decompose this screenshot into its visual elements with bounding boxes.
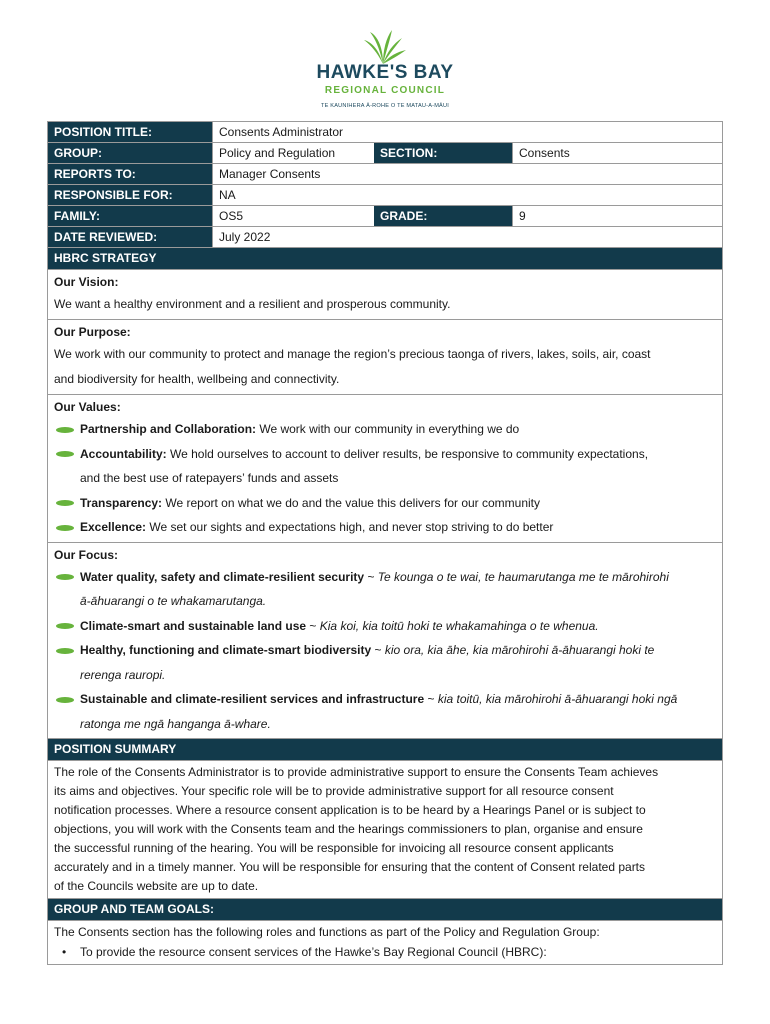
value-text: We hold ourselves to account to deliver results, be responsive to community expectations, <box>166 446 649 461</box>
date-reviewed-value: July 2022 <box>212 227 722 247</box>
vision-text: We want a healthy environment and a resilient and prosperous community. <box>54 297 451 311</box>
focus-separator: ~ <box>306 618 320 633</box>
green-leaf-icon <box>56 451 74 457</box>
position-description <box>47 121 723 965</box>
position-summary-text <box>48 761 722 899</box>
goals-section <box>48 921 722 964</box>
focus-maori-text-cont: ratonga me ngā hanganga ā-whare. <box>80 716 271 731</box>
value-item <box>54 417 716 442</box>
green-leaf-icon <box>56 574 74 580</box>
family-row <box>48 206 722 227</box>
goals-intro: The Consents section has the following roles and functions as part of the Policy and Regulation Group: <box>54 925 600 939</box>
focus-separator: ~ <box>371 643 385 657</box>
grade-value: 9 <box>512 206 722 226</box>
goals-heading: GROUP AND TEAM GOALS: <box>48 899 722 921</box>
focus-title: Water quality, safety and climate-resilient security <box>80 569 365 584</box>
responsible-for-label: RESPONSIBLE FOR: <box>48 185 212 205</box>
green-leaf-icon <box>56 697 74 703</box>
green-leaf-icon <box>56 648 74 654</box>
purpose-section <box>48 320 722 395</box>
values-heading: Our Values: <box>54 400 121 414</box>
summary-line: notification processes. Where a resource consent application is to be heard by a Hearings Panel or is subject to <box>54 803 646 817</box>
focus-separator: ~ <box>364 569 378 584</box>
strategy-heading: HBRC STRATEGY <box>48 248 722 270</box>
value-text: We work with our community in everything we do <box>256 422 520 436</box>
goals-item <box>54 943 716 963</box>
focus-maori-text: Te kounga o te wai, te haumarutanga me te mārohirohi <box>377 569 669 584</box>
position-summary-heading: POSITION SUMMARY <box>48 739 722 761</box>
summary-line: its aims and objectives. Your specific role will be to provide administrative support for all resource consent <box>54 784 614 798</box>
value-item <box>54 491 716 516</box>
goals-item-text: To provide the resource consent services of the Hawke’s Bay Regional Council (HBRC): <box>80 944 547 959</box>
position-title-row <box>48 122 722 143</box>
green-leaf-icon <box>56 500 74 506</box>
date-reviewed-label: DATE REVIEWED: <box>48 227 212 247</box>
date-reviewed-row <box>48 227 722 248</box>
focus-item <box>54 638 716 687</box>
reports-to-label: REPORTS TO: <box>48 164 212 184</box>
group-row <box>48 143 722 164</box>
family-label: FAMILY: <box>48 206 212 226</box>
org-maori-name: TE KAUNIHERA Ā-ROHE O TE MATAU-A-MĀUI <box>321 103 449 109</box>
summary-line: objections, you will work with the Consents team and the hearings commissioners to plan, organise and ensure <box>54 822 643 836</box>
position-title-label: POSITION TITLE: <box>48 122 212 142</box>
focus-item <box>54 565 716 614</box>
summary-line: accurately and in a timely manner. You will be responsible for ensuring that the content of Consent related parts <box>54 860 646 874</box>
focus-maori-text: kia toitū, kia mārohirohi ā-āhuarangi hoki ngā <box>437 692 678 706</box>
green-leaf-icon <box>56 623 74 629</box>
responsible-for-row <box>48 185 722 206</box>
green-leaf-icon <box>56 427 74 433</box>
vision-section <box>48 270 722 320</box>
purpose-text-line-1: We work with our community to protect and manage the region’s precious taonga of rivers, lakes, soils, air, coast <box>54 347 651 361</box>
focus-item <box>54 687 716 736</box>
purpose-text-line-2: and biodiversity for health, wellbeing and connectivity. <box>54 372 340 386</box>
value-text-cont: and the best use of ratepayers’ funds and assets <box>80 471 339 485</box>
value-title: Excellence: <box>80 520 147 534</box>
section-label: SECTION: <box>374 143 512 163</box>
focus-heading: Our Focus: <box>54 547 119 562</box>
summary-line: of the Councils website are up to date. <box>54 879 259 893</box>
summary-line: The role of the Consents Administrator is to provide administrative support to ensure the Consents Team achieves <box>54 765 659 779</box>
org-subtitle: REGIONAL COUNCIL <box>324 85 446 96</box>
reports-to-row <box>48 164 722 185</box>
value-text: We report on what we do and the value this delivers for our community <box>162 495 541 510</box>
reports-to-value: Manager Consents <box>212 164 722 184</box>
responsible-for-value: NA <box>212 185 722 205</box>
bullet-icon: • <box>62 944 67 959</box>
value-title: Accountability: <box>80 446 167 461</box>
value-title: Transparency: <box>80 495 163 510</box>
focus-title: Healthy, functioning and climate-smart biodiversity <box>80 643 372 657</box>
position-title-value: Consents Administrator <box>212 122 722 142</box>
vision-heading: Our Vision: <box>54 275 119 289</box>
value-item <box>54 515 716 540</box>
focus-maori-text: Kia koi, kia toitū hoki te whakamahinga o te whenua. <box>319 618 599 633</box>
value-text: We set our sights and expectations high, and never stop striving to do better <box>146 520 554 534</box>
group-value: Policy and Regulation <box>212 143 374 163</box>
leaves-logo-icon <box>358 28 408 66</box>
focus-maori-text-cont: rerenga rauropi. <box>80 667 166 682</box>
focus-title: Sustainable and climate-resilient services and infrastructure <box>80 692 425 706</box>
org-name: HAWKE'S BAY <box>316 62 454 83</box>
hbrc-logo <box>300 28 470 112</box>
value-item <box>54 442 716 491</box>
grade-label: GRADE: <box>374 206 512 226</box>
focus-item <box>54 614 716 639</box>
summary-line: the successful running of the hearing. You will be responsible for invoicing all resource consent applicants <box>54 841 614 855</box>
focus-maori-text: kio ora, kia āhe, kia mārohirohi ā-āhuarangi hoki te <box>384 643 655 657</box>
purpose-heading: Our Purpose: <box>54 325 131 339</box>
focus-section <box>48 543 722 740</box>
section-value: Consents <box>512 143 722 163</box>
values-section <box>48 395 722 543</box>
focus-title: Climate-smart and sustainable land use <box>80 618 307 633</box>
family-value: OS5 <box>212 206 374 226</box>
focus-maori-text-cont: ā-āhuarangi o te whakamarutanga. <box>80 594 267 608</box>
green-leaf-icon <box>56 525 74 531</box>
focus-separator: ~ <box>424 692 438 706</box>
value-title: Partnership and Collaboration: <box>80 422 257 436</box>
group-label: GROUP: <box>48 143 212 163</box>
